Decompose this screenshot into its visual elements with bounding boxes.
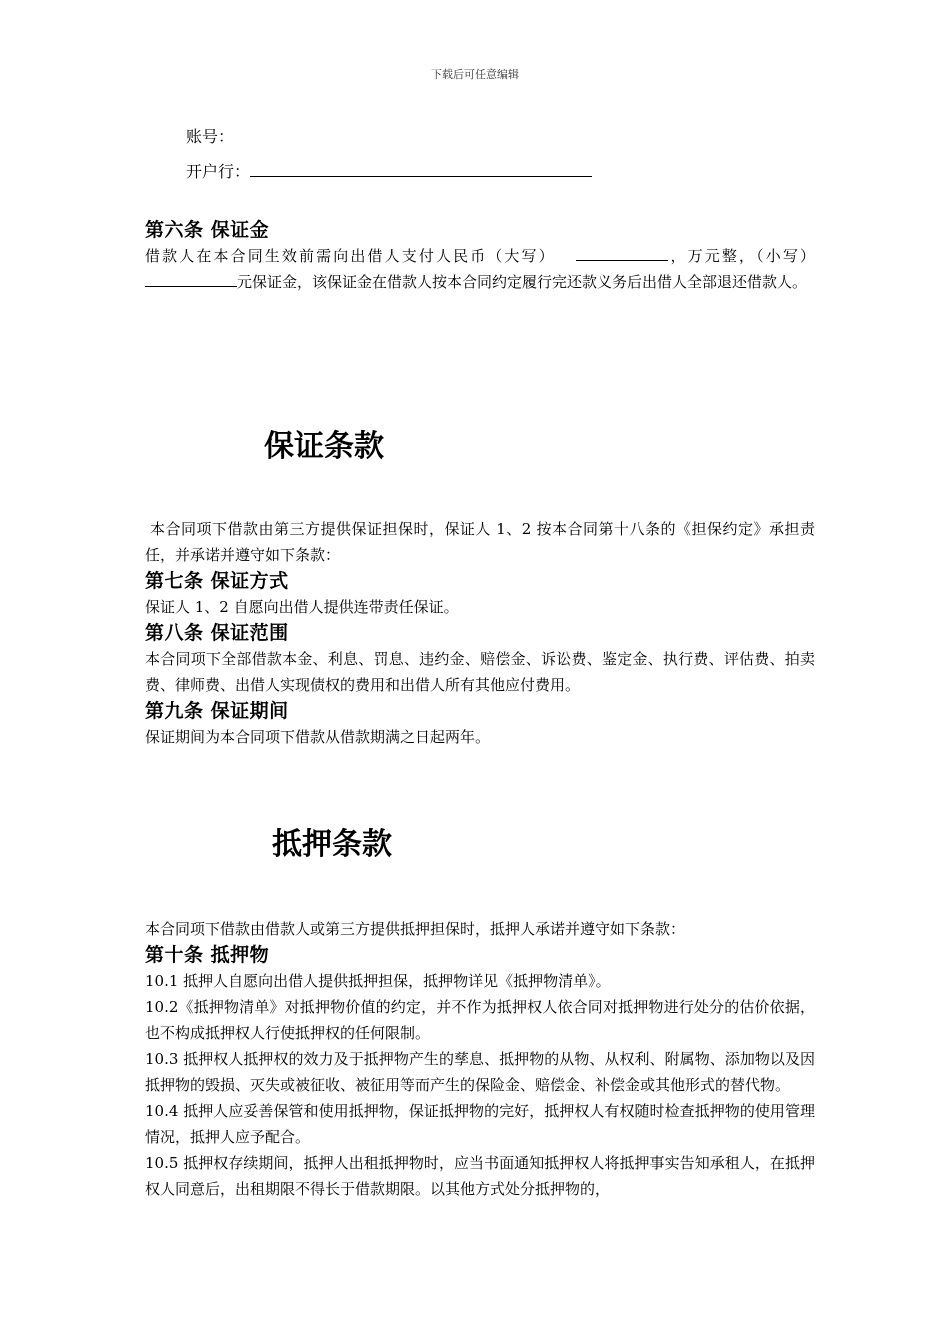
article-10-item: 10.1 抵押人自愿向出借人提供抵押担保，抵押物详见《抵押物清单》。 xyxy=(145,972,611,990)
guarantee-intro: 本合同项下借款由第三方提供保证担保时，保证人 1、2 按本合同第十八条的《担保约定》承担责任，并承诺并遵守如下条款： xyxy=(145,520,815,564)
mortgage-intro: 本合同项下借款由借款人或第三方提供抵押担保时，抵押人承诺并遵守如下条款： xyxy=(145,920,686,938)
article-6 xyxy=(145,217,815,295)
mortgage-heading: 抵押条款 xyxy=(272,827,392,862)
article-8-text: 本合同项下全部借款本金、利息、罚息、违约金、赔偿金、诉讼费、鉴定金、执行费、评估费、拍卖费、律师费、出借人实现债权的费用和出借人所有其他应付费用。 xyxy=(145,650,815,694)
article-7-title: 第七条 保证方式 xyxy=(145,570,289,592)
account-number-label: 账号： xyxy=(186,127,235,146)
article-9-text: 保证期间为本合同项下借款从借款期满之日起两年。 xyxy=(145,728,491,746)
mortgage-section xyxy=(145,916,815,1202)
bank-blank xyxy=(250,159,592,177)
article-6-title: 第六条 保证金 xyxy=(145,219,270,241)
bank-label: 开户行： xyxy=(186,162,251,181)
amount-figure-blank xyxy=(145,269,237,287)
article-10-item: 10.2《抵押物清单》对抵押物价值的约定，并不作为抵押权人依合同对抵押物进行处分的估价依据，也不构成抵押权人行使抵押权的任何限制。 xyxy=(145,998,815,1042)
guarantee-heading: 保证条款 xyxy=(264,429,384,464)
article-10-item: 10.4 抵押人应妥善保管和使用抵押物，保证抵押物的完好，抵押权人有权随时检查抵押物的使用管理情况，抵押人应予配合。 xyxy=(145,1102,815,1146)
article-7-text: 保证人 1、2 自愿向出借人提供连带责任保证。 xyxy=(145,598,459,616)
bank-field xyxy=(186,159,592,182)
article-10-title: 第十条 抵押物 xyxy=(145,944,270,966)
page-header: 下载后可任意编辑 xyxy=(431,68,519,81)
article-10-item: 10.5 抵押权存续期间，抵押人出租抵押物时，应当书面通知抵押权人将抵押事实告知承租人，在抵押权人同意后，出租期限不得长于借款期限。以其他方式处分抵押物的， xyxy=(145,1154,815,1198)
article-10-item: 10.3 抵押权人抵押权的效力及于抵押物产生的孳息、抵押物的从物、从权利、附属物、添加物以及因抵押物的毁损、灭失或被征收、被征用等而产生的保险金、赔偿金、补偿金或其他形式的替代物。 xyxy=(145,1050,815,1094)
amount-capital-blank xyxy=(576,243,668,261)
article-9-title: 第九条 保证期间 xyxy=(145,700,289,722)
guarantee-section xyxy=(145,516,815,750)
article-6-text: 借款人在本合同生效前需向出借人支付人民币（大写） ，万元整，（小写）元保证金，该保证金在借款人按本合同约定履行完还款义务后出借人全部退还借款人。 xyxy=(145,243,815,295)
article-8-title: 第八条 保证范围 xyxy=(145,622,289,644)
